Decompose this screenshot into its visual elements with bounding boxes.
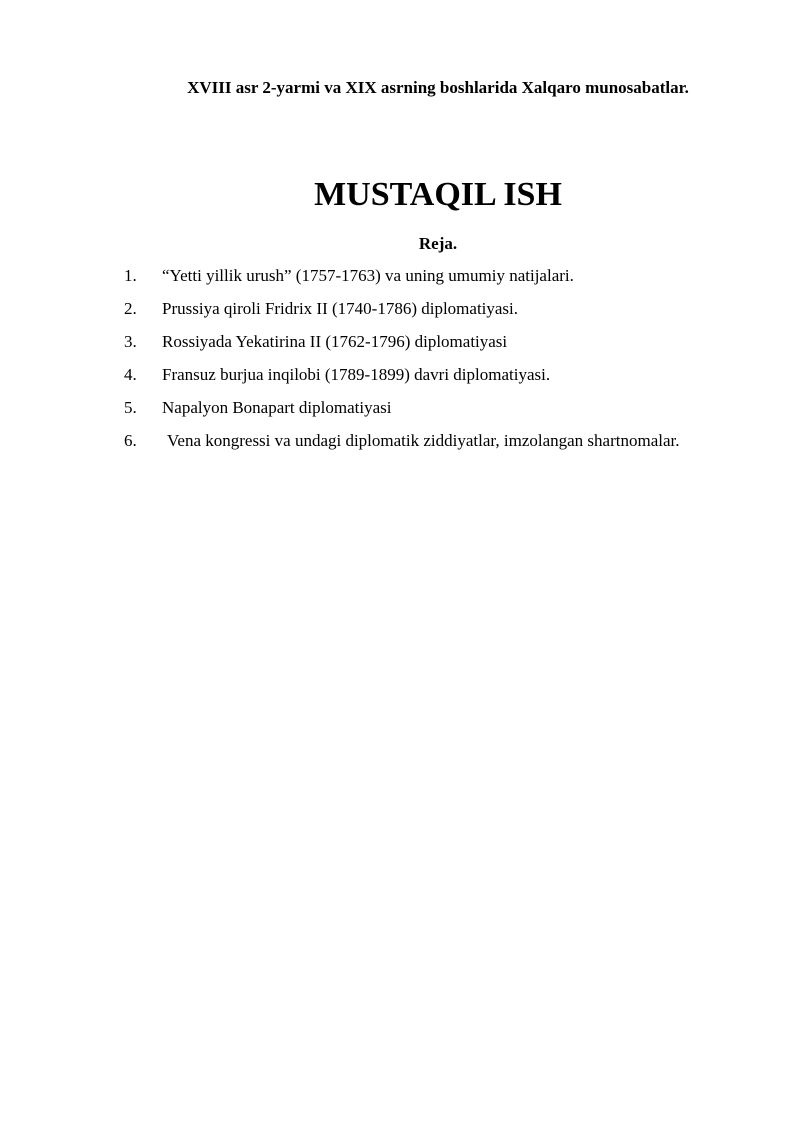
plan-item [124, 429, 784, 462]
plan-list [124, 264, 784, 462]
document-title: MUSTAQIL ISH [314, 176, 562, 213]
plan-item-number: 4. [124, 365, 137, 384]
plan-item-text: Napalyon Bonapart diplomatiyasi [162, 398, 392, 417]
plan-item-number: 3. [124, 332, 137, 351]
plan-item-number: 6. [124, 431, 137, 450]
plan-item [124, 363, 784, 396]
document-topic: XVIII asr 2-yarmi va XIX asrning boshlarida Xalqaro munosabatlar. [187, 78, 689, 97]
plan-item-number: 5. [124, 398, 137, 417]
plan-item [124, 297, 784, 330]
plan-item-number: 2. [124, 299, 137, 318]
plan-item-text: Rossiyada Yekatirina II (1762-1796) diplomatiyasi [162, 332, 508, 351]
plan-item-text: “Yetti yillik urush” (1757-1763) va uning umumiy natijalari. [162, 266, 574, 285]
plan-item [124, 396, 784, 429]
plan-item [124, 330, 784, 363]
plan-item [124, 264, 784, 297]
plan-item-text: Vena kongressi va undagi diplomatik ziddiyatlar, imzolangan shartnomalar. [167, 431, 680, 450]
plan-item-number: 1. [124, 266, 137, 285]
plan-item-text: Fransuz burjua inqilobi (1789-1899) davri diplomatiyasi. [162, 365, 551, 384]
plan-item-text: Prussiya qiroli Fridrix II (1740-1786) diplomatiyasi. [162, 299, 519, 318]
plan-heading: Reja. [418, 234, 458, 253]
